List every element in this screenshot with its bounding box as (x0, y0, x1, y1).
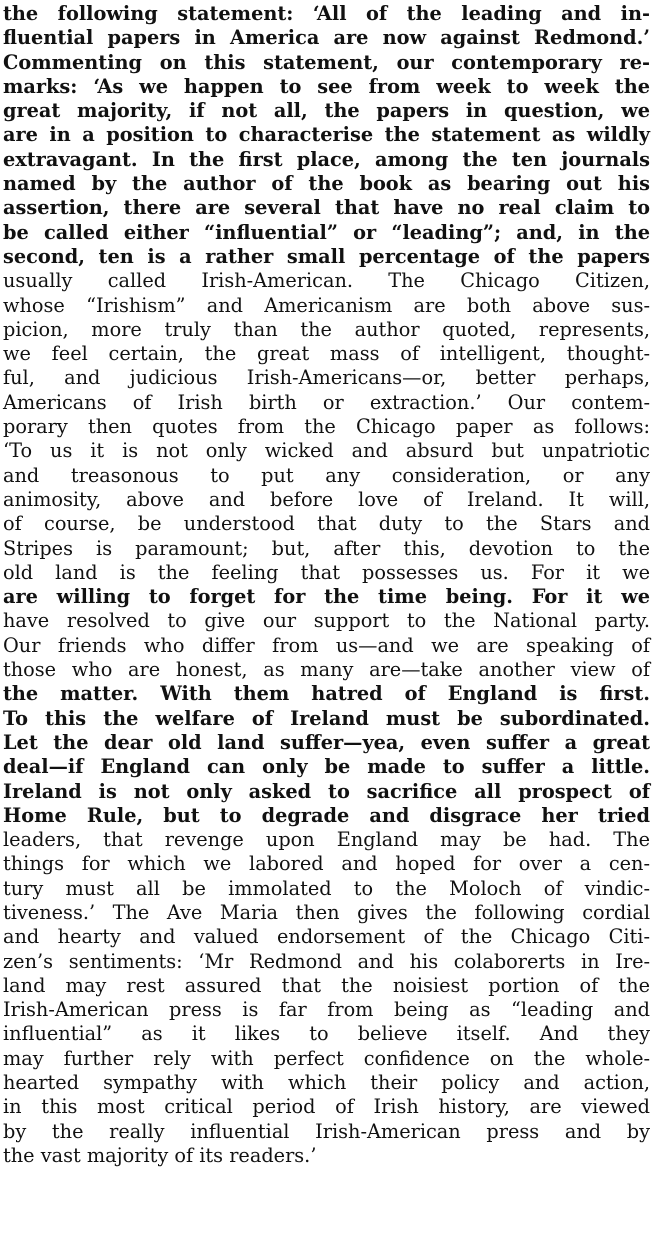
text-line: Ireland is not only asked to sacrifice all prospect of (3, 779, 650, 803)
text-line: assertion, there are several that have no real claim to (3, 196, 650, 220)
text-line: Home Rule, but to degrade and disgrace her tried (3, 803, 650, 827)
text-line: by the really influential Irish-American press and by (3, 1119, 650, 1143)
text-line: porary then quotes from the Chicago paper as follows: (3, 415, 650, 439)
text-line: deal—if England can only be made to suffer a little. (3, 755, 650, 779)
text-line: extravagant. In the first place, among the ten journals (3, 147, 650, 171)
text-line: Americans of Irish birth or extraction.’ Our contem- (3, 390, 650, 414)
text-line: tury must all be immolated to the Moloch of vindic- (3, 876, 650, 900)
text-line: ‘To us it is not only wicked and absurd but unpatriotic (3, 439, 650, 463)
text-line: picion, more truly than the author quoted, represents, (3, 317, 650, 341)
text-line: be called either “influential” or “leading”; and, in the (3, 220, 650, 244)
text-line: second, ten is a rather small percentage of the papers (3, 244, 650, 268)
article-body (3, 2, 650, 1168)
text-line: usually called Irish-American. The Chicago Citizen, (3, 269, 650, 293)
text-line: have resolved to give our support to the National party. (3, 609, 650, 633)
text-line: old land is the feeling that possesses us. For it we (3, 560, 650, 584)
text-line: we feel certain, the great mass of intelligent, thought- (3, 342, 650, 366)
text-line: Let the dear old land suffer—yea, even suffer a great (3, 730, 650, 754)
text-line: animosity, above and before love of Ireland. It will, (3, 487, 650, 511)
text-line: the vast majority of its readers.’ (3, 1143, 317, 1167)
text-line: great majority, if not all, the papers in question, we (3, 99, 650, 123)
text-line: Irish-American press is far from being as “leading and (3, 998, 650, 1022)
text-line: fluential papers in America are now against Redmond.’ (3, 26, 650, 50)
text-line: in this most critical period of Irish history, are viewed (3, 1095, 650, 1119)
text-line: marks: ‘As we happen to see from week to week the (3, 74, 650, 98)
text-line: may further rely with perfect confidence on the whole- (3, 1046, 650, 1070)
text-line: land may rest assured that the noisiest portion of the (3, 973, 650, 997)
text-line: and treasonous to put any consideration, or any (3, 463, 650, 487)
text-line: the following statement: ‘All of the leading and in- (3, 2, 650, 25)
text-line: tiveness.’ The Ave Maria then gives the following cordial (3, 900, 650, 924)
text-line: are willing to forget for the time being. For it we (3, 585, 650, 609)
text-line: are in a position to characterise the statement as wildly (3, 123, 650, 147)
text-line: and hearty and valued endorsement of the Chicago Citi- (3, 925, 650, 949)
text-line: Our friends who differ from us—and we are speaking of (3, 633, 650, 657)
text-line: leaders, that revenge upon England may be had. The (3, 828, 650, 852)
text-line: named by the author of the book as bearing out his (3, 172, 650, 196)
text-line: zen’s sentiments: ‘Mr Redmond and his colaborerts in Ire- (3, 949, 650, 973)
text-line: ful, and judicious Irish-Americans—or, better perhaps, (3, 366, 650, 390)
text-line: Stripes is paramount; but, after this, devotion to the (3, 536, 650, 560)
text-line: whose “Irishism” and Americanism are both above sus- (3, 293, 650, 317)
text-line: hearted sympathy with which their policy and action, (3, 1071, 650, 1095)
text-line: those who are honest, as many are—take another view of (3, 658, 650, 682)
text-line: the matter. With them hatred of England is first. (3, 682, 650, 706)
text-line: Commenting on this statement, our contemporary re- (3, 50, 650, 74)
text-line: influential” as it likes to believe itself. And they (3, 1022, 650, 1046)
text-line: To this the welfare of Ireland must be subordinated. (3, 706, 650, 730)
text-line: things for which we labored and hoped for over a cen- (3, 852, 650, 876)
text-line: of course, be understood that duty to the Stars and (3, 512, 650, 536)
